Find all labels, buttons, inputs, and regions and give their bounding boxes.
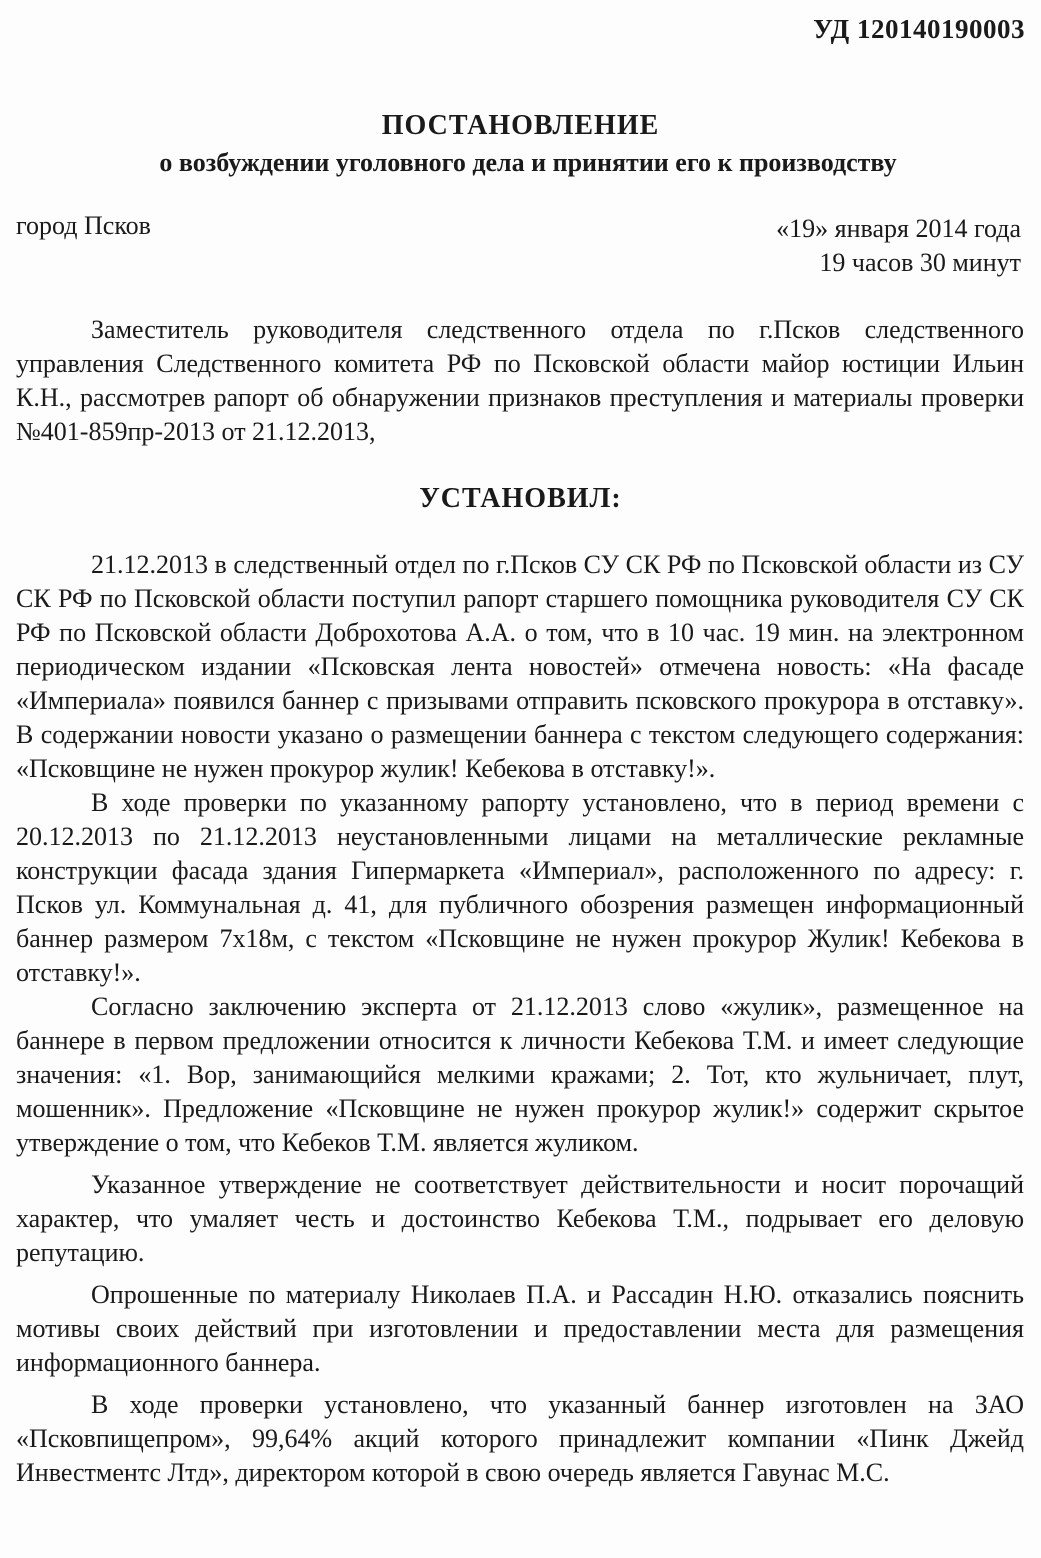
city: город Псков	[16, 211, 151, 240]
date-block	[776, 212, 1021, 280]
section-heading: УСТАНОВИЛ:	[419, 483, 622, 514]
paragraph: В ходе проверки по указанному рапорту установлено, что в период времени с 20.12.2013 по 21.12.2013 неустановленными лицами на металлические рекламные конструкции фасада здания Гипермаркета «Империал», расположенного по адресу: г. Псков ул. Коммунальная д. 41, для публичного обозрения размещен информационный баннер размером 7х18м, с текстом «Псковщине не нужен прокурор Жулик! Кебекова в отставку!».	[16, 788, 1024, 987]
paragraph: Указанное утверждение не соответствует действительности и носит порочащий характер, что умаляет честь и достоинство Кебекова Т.М., подрывает его деловую репутацию.	[16, 1170, 1024, 1267]
main-text	[16, 548, 1024, 1490]
paragraph: 21.12.2013 в следственный отдел по г.Псков СУ СК РФ по Псковской области из СУ СК РФ по Псковской области поступил рапорт старшего помощника руководителя СУ СК РФ по Псковской области Доброхотова А.А. о том, что в 10 час. 19 мин. на электронном периодическом издании «Псковская лента новостей» отмечена новость: «На фасаде «Империала» появился баннер с призывами отправить псковского прокурора в отставку». В содержании новости указано о размещении баннера с текстом следующего содержания: «Псковщине не нужен прокурор жулик! Кебекова в отставку!».	[16, 550, 1024, 783]
intro-block	[16, 313, 1024, 449]
document-time: 19 часов 30 минут	[819, 248, 1021, 277]
paragraph: В ходе проверки установлено, что указанный баннер изготовлен на ЗАО «Псковпищепром», 99,64% акций которого принадлежит компании «Пинк Джейд Инвестментс Лтд», директором которой в свою очередь является Гавунас М.С.	[16, 1390, 1024, 1487]
document-title: ПОСТАНОВЛЕНИЕ	[381, 110, 660, 141]
paragraph: Согласно заключению эксперта от 21.12.2013 слово «жулик», размещенное на баннере в первом предложении относится к личности Кебекова Т.М. и имеет следующие значения: «1. Вор, занимающийся мелкими кражами; 2. Тот, кто жульничает, плут, мошенник». Предложение «Псковщине не нужен прокурор жулик!» содержит скрытое утверждение о том, что Кебеков Т.М. является жуликом.	[16, 992, 1024, 1157]
paragraph: Опрошенные по материалу Николаев П.А. и Рассадин Н.Ю. отказались пояснить мотивы своих действий при изготовлении и предоставлении места для размещения информационного баннера.	[16, 1280, 1024, 1377]
case-number: УД 120140190003	[813, 14, 1025, 44]
document-subtitle: о возбуждении уголовного дела и принятии его к производству	[159, 148, 897, 177]
intro-paragraph: Заместитель руководителя следственного отдела по г.Псков следственного управления Следственного комитета РФ по Псковской области майор юстиции Ильин К.Н., рассмотрев рапорт об обнаружении признаков преступления и материалы проверки №401-859пр-2013 от 21.12.2013,	[16, 315, 1024, 446]
document-date: «19» января 2014 года	[776, 214, 1021, 243]
